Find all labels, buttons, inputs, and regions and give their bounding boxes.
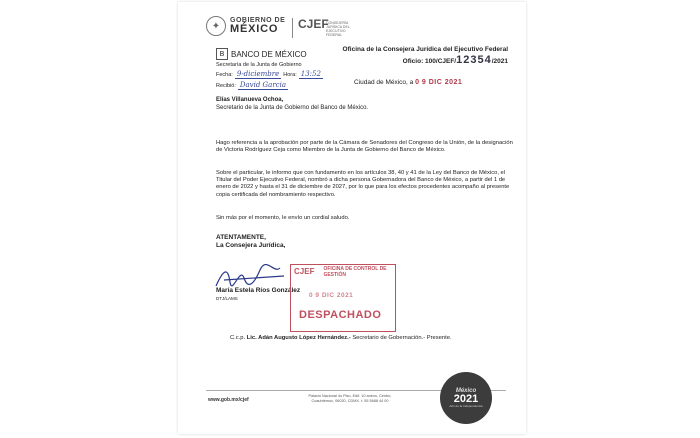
reception-stamp xyxy=(216,48,324,90)
signer-name: María Estela Ríos González xyxy=(216,287,301,294)
gob-line1: GOBIERNO DE xyxy=(230,17,286,24)
fecha-label: Fecha: xyxy=(216,71,233,78)
city-date: 0 9 DIC 2021 xyxy=(415,79,463,86)
seal-word: México xyxy=(455,387,477,394)
recipient-block xyxy=(216,97,376,112)
cjef-logo: CJEF xyxy=(298,17,329,31)
body-paragraph-1: Hago referencia a la aprobación por parte de la Cámara de Senadores del Congreso de la Unión, de la designación de Victoria Rodríguez Ceja como Miembro de la Junta de Gobierno del Banco de México. xyxy=(216,140,513,154)
stamp-line1: Secretaría de la Junta de Gobierno xyxy=(216,62,302,68)
recipient-name: Elías Villanueva Ochoa, xyxy=(216,97,284,103)
seal-year: 2021 xyxy=(453,392,479,405)
recibio-label: Recibió: xyxy=(216,82,236,89)
gobierno-mexico-logo xyxy=(206,16,285,36)
ccp-name: Lic. Adán Augusto López Hernández.- xyxy=(246,335,351,341)
hora-value: 13:52 xyxy=(300,70,321,78)
stamp-status: DESPACHADO xyxy=(299,309,382,321)
hora-label: Hora: xyxy=(283,71,297,78)
stamp-office: OFICINA DE CONTROL DE GESTIÓN xyxy=(323,266,387,278)
recipient-title: Secretario de la Junta de Gobierno del Banco de México. xyxy=(216,104,369,111)
control-stamp xyxy=(290,264,396,332)
eagle-emblem-icon: ✦ xyxy=(206,16,226,36)
ccp-prefix: C.c.p. xyxy=(230,335,246,341)
mexico-2021-seal xyxy=(440,372,492,424)
body-paragraph-2: Sobre el particular, le informo que con fundamento en los artículos 38, 40 y 41 de la Ley del Banco de México, el Titular del Poder Ejecutivo Federal, nombró a dicha persona Gobernadora del Banco de México, a partir del 1 de enero de 2022 y hasta el 31 de diciembre de 2027, por lo que para los efectos procedentes acompaño al presente copia certificada del nombramiento respectivo. xyxy=(216,170,510,198)
logo-divider xyxy=(292,18,293,38)
footer-address: Palacio Nacional 4o Piso, Edif. 10 anexo, Centro, Cuauhtémoc, 06020, CDMX. t. 55 5688 44 00 xyxy=(308,394,392,403)
closing-line2: La Consejera Jurídica, xyxy=(216,242,286,249)
oficio-reference xyxy=(403,54,508,66)
recibio-value: David Garcia xyxy=(239,81,287,89)
signer-initials: DTJ/LAMS xyxy=(216,296,238,301)
stamp-date: 0 9 DIC 2021 xyxy=(309,292,354,299)
city-prefix: Ciudad de México, a xyxy=(354,79,414,86)
gob-line2: MÉXICO xyxy=(230,23,279,35)
footer-website: www.gob.mx/cjef xyxy=(208,397,249,403)
closing-block xyxy=(216,234,285,250)
letter-page xyxy=(178,2,526,434)
body-paragraph-3: Sin más por el momento, le envío un cordial saludo. xyxy=(216,215,350,221)
office-heading: Oficina de la Consejera Jurídica del Ejecutivo Federal xyxy=(342,46,508,53)
cjef-subtitle: CONSEJERÍA JURÍDICA DEL EJECUTIVO FEDERAL xyxy=(326,21,350,37)
city-date-line xyxy=(354,79,462,86)
closing-line1: ATENTAMENTE, xyxy=(216,234,266,241)
seal-subtitle: Año de la Independencia xyxy=(449,403,483,408)
ccp-line xyxy=(230,335,452,341)
oficio-number: 12354 xyxy=(456,54,492,66)
oficio-year: /2021 xyxy=(491,58,508,65)
oficio-label: Oficio: 100/CJEF/ xyxy=(402,58,457,65)
stamp-cjef: CJEF xyxy=(294,267,315,276)
banxico-icon: B xyxy=(216,48,228,60)
bank-name: BANCO DE MÉXICO xyxy=(231,49,307,59)
fecha-value: 9-diciembre xyxy=(236,70,280,78)
ccp-rest: Secretario de Gobernación.- Presente. xyxy=(352,335,452,341)
